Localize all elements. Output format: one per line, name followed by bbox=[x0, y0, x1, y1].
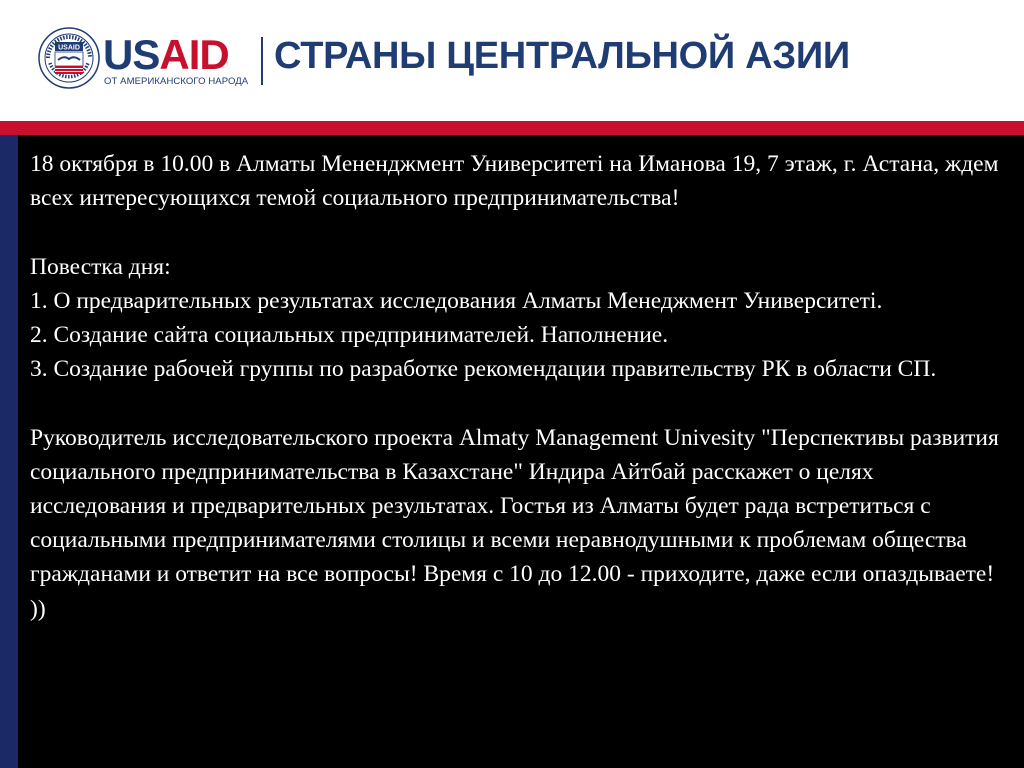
agenda-title: Повестка дня: bbox=[30, 253, 171, 280]
left-accent-strip bbox=[0, 135, 18, 768]
logo-tagline: ОТ АМЕРИКАНСКОГО НАРОДА bbox=[104, 76, 249, 87]
agenda-item: 3. Создание рабочей группы по разработке рекомендации правительству РК в области СП. bbox=[30, 356, 937, 383]
slide-body-text bbox=[30, 147, 1015, 626]
usaid-logo bbox=[103, 31, 229, 78]
usaid-seal-icon bbox=[38, 27, 100, 89]
closing-paragraph: Руководитель исследовательского проекта Almaty Management Univesity "Перспективы развития социального предпринимательства в Казахстане" Индира Айтбай расскажет о целях исследования и предварительных результатах. Гостья из Алматы будет рада встретиться с социальными предпринимателями столицы и всеми неравнодушными к проблемам общества гражданами и ответит на все вопросы! Время с 10 до 12.00 - приходите, даже если опаздываете! )) bbox=[30, 424, 999, 622]
agenda-item: 2. Создание сайта социальных предпринимателей. Наполнение. bbox=[30, 322, 669, 348]
red-accent-bar bbox=[0, 121, 1024, 135]
logo-us: US bbox=[103, 31, 160, 78]
paragraph-gap bbox=[30, 386, 1015, 420]
logo-aid: AID bbox=[159, 31, 229, 78]
seal-label: USAID bbox=[58, 44, 80, 52]
agenda-item: 1. О предварительных результатах исследования Алматы Менеджмент Университеті. bbox=[30, 287, 883, 314]
logo-divider bbox=[261, 37, 263, 85]
intro-paragraph: 18 октября в 10.00 в Алматы Мененджмент Университеті на Иманова 19, 7 этаж, г. Астана, ждем всех интересующихся темой социального предпринимательства! bbox=[30, 151, 999, 212]
header-title: СТРАНЫ ЦЕНТРАЛЬНОЙ АЗИИ bbox=[274, 35, 850, 77]
header-banner bbox=[0, 0, 1024, 121]
paragraph-gap bbox=[30, 215, 1015, 249]
